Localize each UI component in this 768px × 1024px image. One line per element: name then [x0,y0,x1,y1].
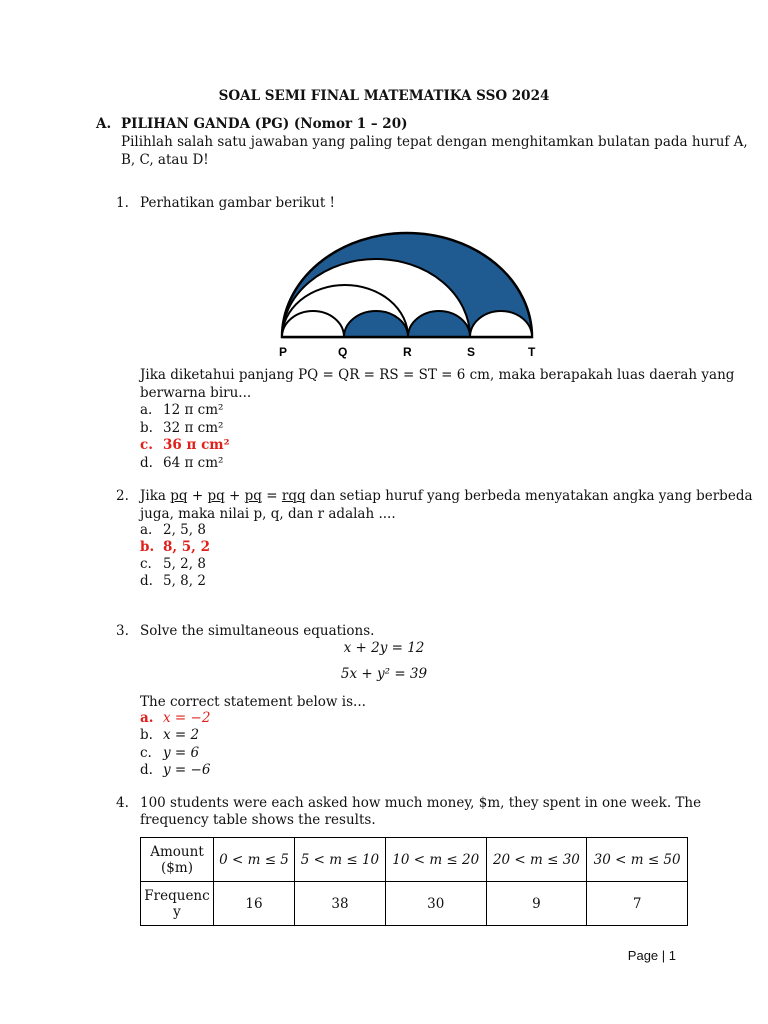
page-number: Page | 1 [627,948,676,963]
semicircle-figure [270,215,550,365]
frequency-cell: 30 [385,882,486,926]
table-row [141,882,688,926]
q3-option-d-letter: d. [140,762,153,778]
frequency-cell: 7 [587,882,688,926]
q3-option-b-letter: b. [140,727,153,743]
q3-option-a-answer: x = −2 [163,710,211,726]
range-cell: 10 < m ≤ 20 [385,838,486,882]
label-s: S [467,345,476,359]
page-title: SOAL SEMI FINAL MATEMATIKA SSO 2024 [218,88,550,104]
q2-option-a-letter: a. [140,522,153,538]
q2-term-2: pq [207,488,225,504]
q1-option-d: 64 π cm² [163,455,224,471]
label-r: R [403,345,412,359]
q1-prompt: Perhatikan gambar berikut ! [140,195,335,211]
q3-option-b: x = 2 [163,727,200,743]
q2-option-b-answer: 8, 5, 2 [163,539,210,555]
q1-option-c-letter: c. [140,437,153,453]
q2-number: 2. [116,488,129,504]
section-marker: A. [96,116,112,132]
q1-option-d-letter: d. [140,455,153,471]
frequency-cell: 16 [214,882,295,926]
frequency-cell: 38 [295,882,386,926]
q4-text-1: 100 students were each asked how much money, $m, they spent in one week. The [140,795,702,811]
q1-text-2: berwarna biru... [140,385,252,401]
q2-option-b-letter: b. [140,539,155,555]
q4-number: 4. [116,795,129,811]
q1-option-c-answer: 36 π cm² [163,437,230,453]
q1-text-1: Jika diketahui panjang PQ = QR = RS = ST = 6 cm, maka berapakah luas daerah yang [140,367,735,383]
q3-option-d: y = −6 [163,762,211,778]
instruction-line-1: Pilihlah salah satu jawaban yang paling tepat dengan menghitamkan bulatan pada huruf A, [121,134,748,150]
range-cell: 0 < m ≤ 5 [214,838,295,882]
label-p: P [279,345,288,359]
q2-term-result: rqq [281,488,306,504]
section-heading: PILIHAN GANDA (PG) (Nomor 1 – 20) [121,116,408,132]
q1-option-a-letter: a. [140,402,153,418]
label-t: T [528,345,536,359]
row-label-frequency: Frequenc y [141,882,214,926]
q3-option-a-letter: a. [140,710,154,726]
q2-option-d: 5, 8, 2 [163,573,206,589]
label-q: Q [338,345,348,359]
instruction-line-2: B, C, atau D! [121,152,209,168]
q2-term-3: pq [244,488,262,504]
q4-text-2: frequency table shows the results. [140,812,376,828]
frequency-cell: 9 [486,882,587,926]
q3-equation-1: x + 2y = 12 [343,640,425,656]
range-cell: 30 < m ≤ 50 [587,838,688,882]
q1-option-a: 12 π cm² [163,402,224,418]
q2-term-1: pq [170,488,188,504]
q2-option-a: 2, 5, 8 [163,522,206,538]
range-cell: 20 < m ≤ 30 [486,838,587,882]
q2-option-c: 5, 2, 8 [163,556,206,572]
range-cell: 5 < m ≤ 10 [295,838,386,882]
q3-number: 3. [116,623,129,639]
q3-prompt: Solve the simultaneous equations. [140,623,375,639]
q2-option-d-letter: d. [140,573,153,589]
q3-option-c-letter: c. [140,745,152,761]
q2-text-1: Jika pq + pq + pq = rqq dan setiap huruf yang berbeda menyatakan angka yang berbeda [140,488,753,504]
frequency-table [140,837,688,926]
table-row [141,838,688,882]
q3-statement: The correct statement below is... [140,694,366,710]
q3-option-c: y = 6 [163,745,200,761]
q3-equation-2: 5x + y² = 39 [340,666,428,682]
q2-text-2: juga, maka nilai p, q, dan r adalah .... [140,506,396,522]
q1-number: 1. [116,195,129,211]
q1-option-b: 32 π cm² [163,420,224,436]
q2-option-c-letter: c. [140,556,152,572]
header-amount: Amount ($m) [141,838,214,882]
q1-option-b-letter: b. [140,420,153,436]
